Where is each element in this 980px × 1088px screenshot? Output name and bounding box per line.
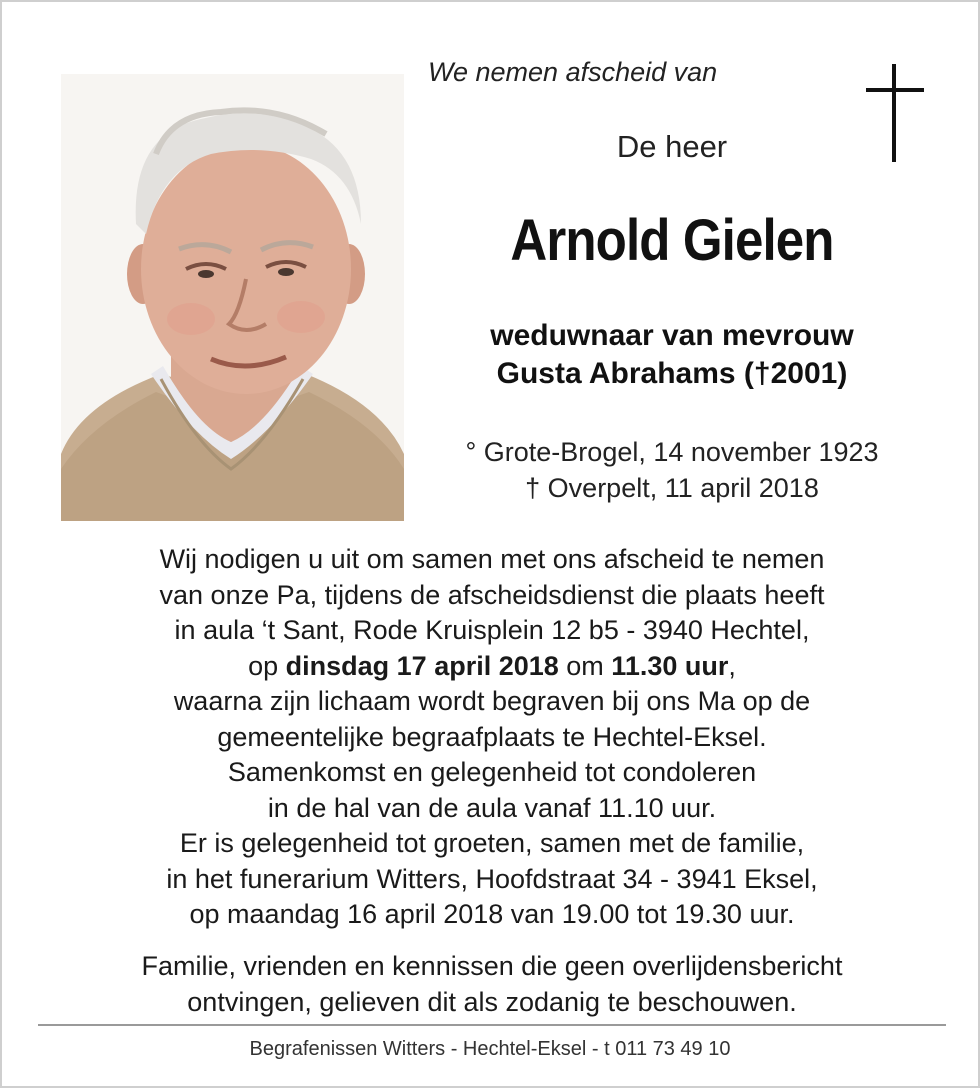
body-line-service-time <box>42 649 942 685</box>
body-line: in het funerarium Witters, Hoofdstraat 34 - 3941 Eksel, <box>166 863 818 894</box>
portrait-photo <box>61 74 404 521</box>
spouse-line-1: weduwnaar van mevrouw <box>490 319 854 352</box>
closing-line: Familie, vrienden en kennissen die geen overlijdensbericht <box>141 951 843 981</box>
service-date: dinsdag 17 april 2018 <box>285 650 559 681</box>
closing-note <box>42 949 942 1020</box>
body-line: van onze Pa, tijdens de afscheidsdienst die plaats heeft <box>159 579 825 610</box>
body-line: op maandag 16 april 2018 van 19.00 tot 19.30 uur. <box>189 899 795 929</box>
body-line: in aula ‘t Sant, Rode Kruisplein 12 b5 - 3940 Hechtel, <box>174 615 810 645</box>
body-line: gemeentelijke begraafplaats te Hechtel-Eksel. <box>217 721 767 752</box>
life-dates <box>422 434 922 506</box>
funeral-home-footer: Begrafenissen Witters - Hechtel-Eksel - t 011 73 49 10 <box>249 1038 731 1060</box>
text-fragment: , <box>728 650 736 681</box>
body-line: Wij nodigen u uit om samen met ons afscheid te nemen <box>159 544 825 574</box>
body-line: Samenkomst en gelegenheid tot condoleren <box>227 757 757 787</box>
closing-line: ontvingen, gelieven dit als zodanig te beschouwen. <box>187 986 797 1017</box>
intro-text: We nemen afscheid van <box>428 57 718 87</box>
deceased-name: Arnold Gielen <box>510 208 834 273</box>
text-fragment: om <box>558 650 612 681</box>
spouse-line-2: Gusta Abrahams (†2001) <box>496 357 848 390</box>
honorific: De heer <box>616 129 728 164</box>
service-time: 11.30 uur <box>611 650 729 681</box>
divider <box>38 1024 946 1026</box>
body-line: waarna zijn lichaam wordt begraven bij ons Ma op de <box>173 686 811 716</box>
death-date: † Overpelt, 11 april 2018 <box>525 473 819 503</box>
spouse-info <box>442 317 902 393</box>
body-line: in de hal van de aula vanaf 11.10 uur. <box>267 792 717 823</box>
text-fragment: op <box>248 650 286 681</box>
birth-date: ° Grote-Brogel, 14 november 1923 <box>465 437 879 467</box>
service-details <box>42 542 942 933</box>
body-line: Er is gelegenheid tot groeten, samen met de familie, <box>179 828 805 858</box>
